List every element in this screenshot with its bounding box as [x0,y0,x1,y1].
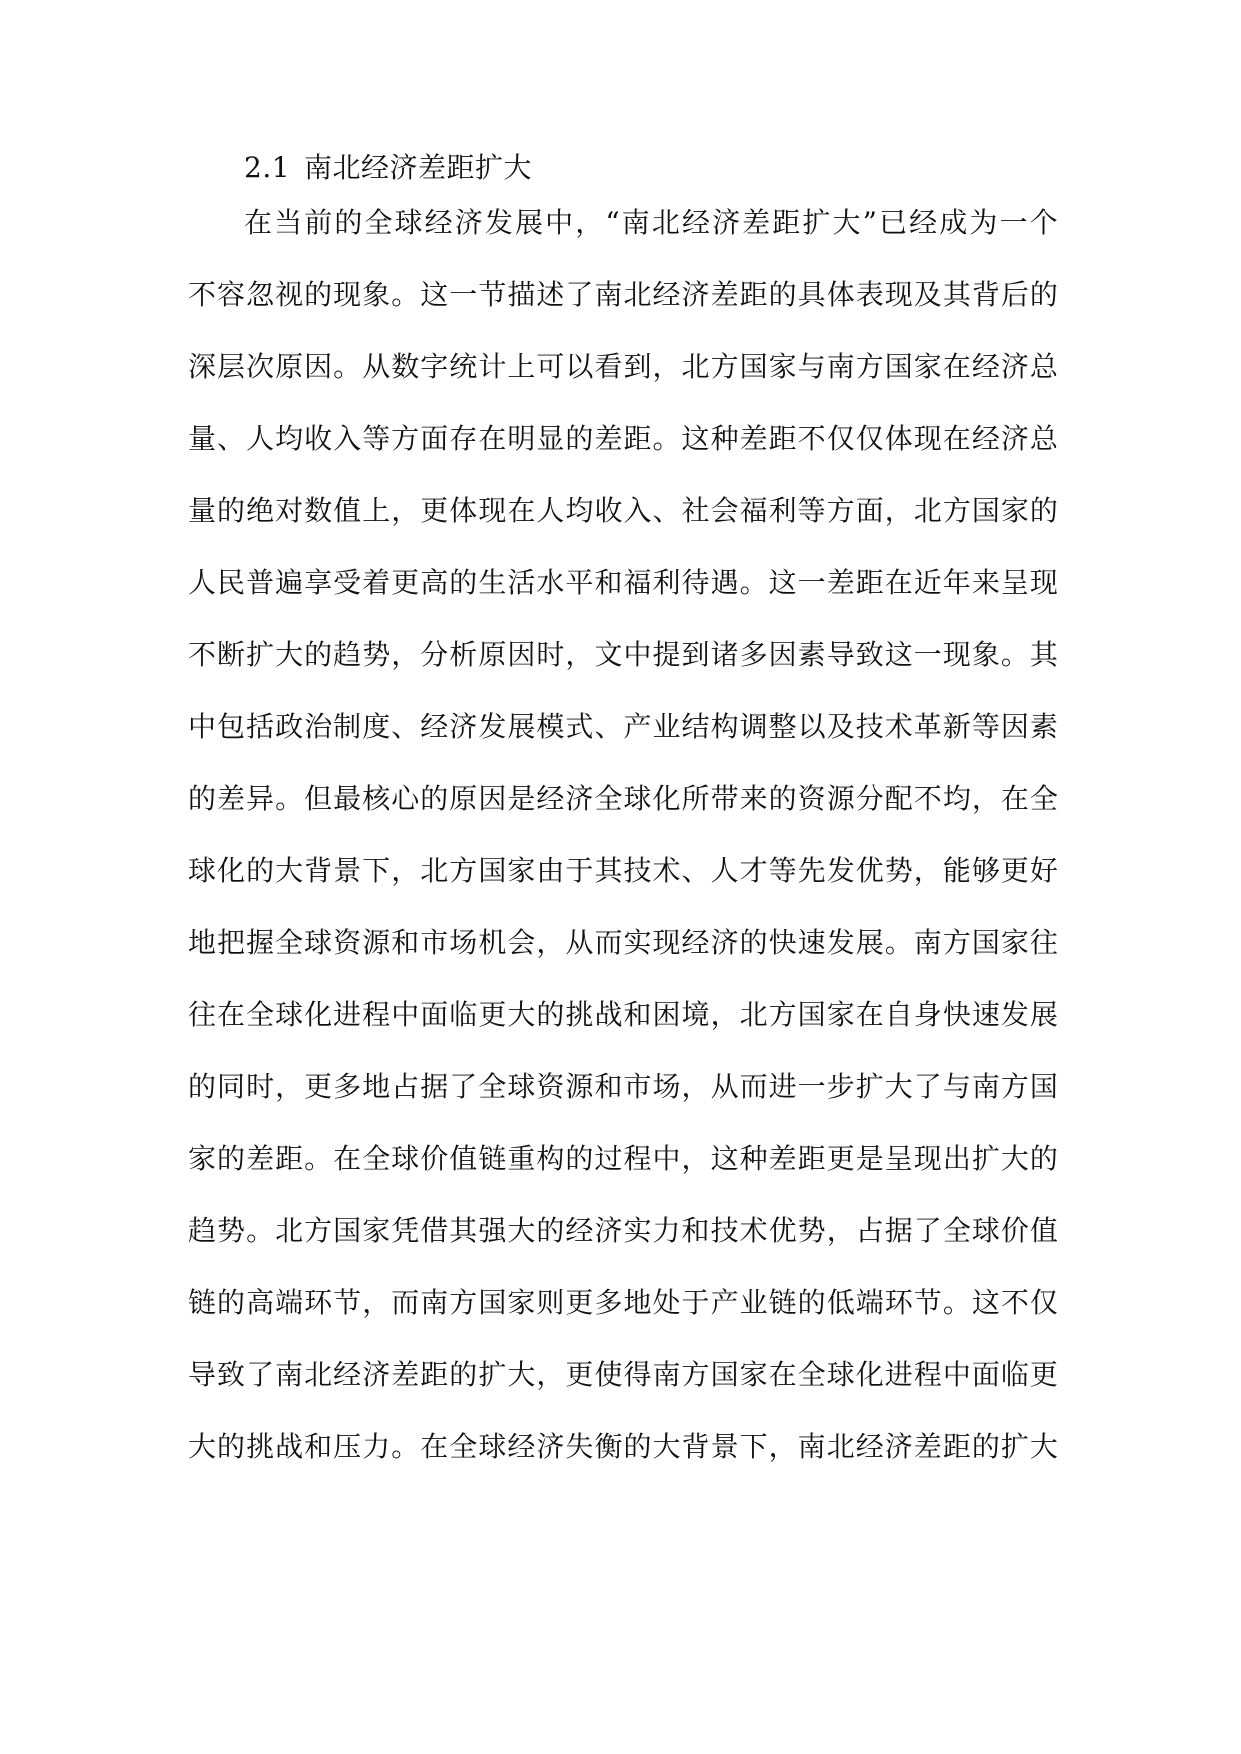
paragraph-line: 人 民 普 遍 享 受 着 更 高 的 生 活 水 平 和 福 利 待 遇 。 这 一 差 距 在 近 年 来 呈 现 [188,566,1058,599]
paragraph-line: 大 的 挑 战 和 压 力 。 在 全 球 经 济 失 衡 的 大 背 景 下 ， 南 北 经 济 差 距 的 扩 大 [188,1430,1058,1463]
paragraph-line: 地 把 握 全 球 资 源 和 市 场 机 会 ， 从 而 实 现 经 济 的 快 速 发 展 。 南 方 国 家 往 [188,926,1058,959]
paragraph-line: 往 在 全 球 化 进 程 中 面 临 更 大 的 挑 战 和 困 境 ， 北 方 国 家 在 自 身 快 速 发 展 [188,998,1058,1031]
section-title: 南北经济差距扩大 [304,151,533,184]
paragraph-line: 量 、 人 均 收 入 等 方 面 存 在 明 显 的 差 距 。 这 种 差 距 不 仅 仅 体 现 在 经 济 总 [188,422,1058,455]
paragraph-line: 趋 势 。 北 方 国 家 凭 借 其 强 大 的 经 济 实 力 和 技 术 优 势 ， 占 据 了 全 球 价 值 [188,1214,1058,1247]
paragraph-line: 的 同 时 ， 更 多 地 占 据 了 全 球 资 源 和 市 场 ， 从 而 进 一 步 扩 大 了 与 南 方 国 [188,1070,1058,1103]
paragraph-line: 的 差 异 。 但 最 核 心 的 原 因 是 经 济 全 球 化 所 带 来 的 资 源 分 配 不 均 ， 在 全 [188,782,1058,815]
paragraph-line: 不 容 忽 视 的 现 象 。 这 一 节 描 述 了 南 北 经 济 差 距 的 具 体 表 现 及 其 背 后 的 [188,278,1058,311]
paragraph-line: 深 层 次 原 因 。 从 数 字 统 计 上 可 以 看 到 ， 北 方 国 家 与 南 方 国 家 在 经 济 总 [188,350,1058,383]
paragraph-line: 在 当 前 的 全 球 经 济 发 展 中 ， “ 南 北 经 济 差 距 扩 大 ” 已 经 成 为 一 个 [244,206,1058,239]
paragraph-line: 家 的 差 距 。 在 全 球 价 值 链 重 构 的 过 程 中 ， 这 种 差 距 更 是 呈 现 出 扩 大 的 [188,1142,1058,1175]
paragraph-line: 链 的 高 端 环 节 ， 而 南 方 国 家 则 更 多 地 处 于 产 业 链 的 低 端 环 节 。 这 不 仅 [188,1286,1058,1319]
paragraph-line: 导 致 了 南 北 经 济 差 距 的 扩 大 ， 更 使 得 南 方 国 家 在 全 球 化 进 程 中 面 临 更 [188,1358,1058,1391]
paragraph-line: 量 的 绝 对 数 值 上 ， 更 体 现 在 人 均 收 入 、 社 会 福 利 等 方 面 ， 北 方 国 家 的 [188,494,1058,527]
section-heading [244,148,532,188]
paragraph-line: 球 化 的 大 背 景 下 ， 北 方 国 家 由 于 其 技 术 、 人 才 等 先 发 优 势 ， 能 够 更 好 [188,854,1058,887]
paragraph-line: 不 断 扩 大 的 趋 势 ， 分 析 原 因 时 ， 文 中 提 到 诸 多 因 素 导 致 这 一 现 象 。 其 [188,638,1058,671]
paragraph-line: 中 包 括 政 治 制 度 、 经 济 发 展 模 式 、 产 业 结 构 调 整 以 及 技 术 革 新 等 因 素 [188,710,1058,743]
section-number: 2.1 [244,151,291,184]
